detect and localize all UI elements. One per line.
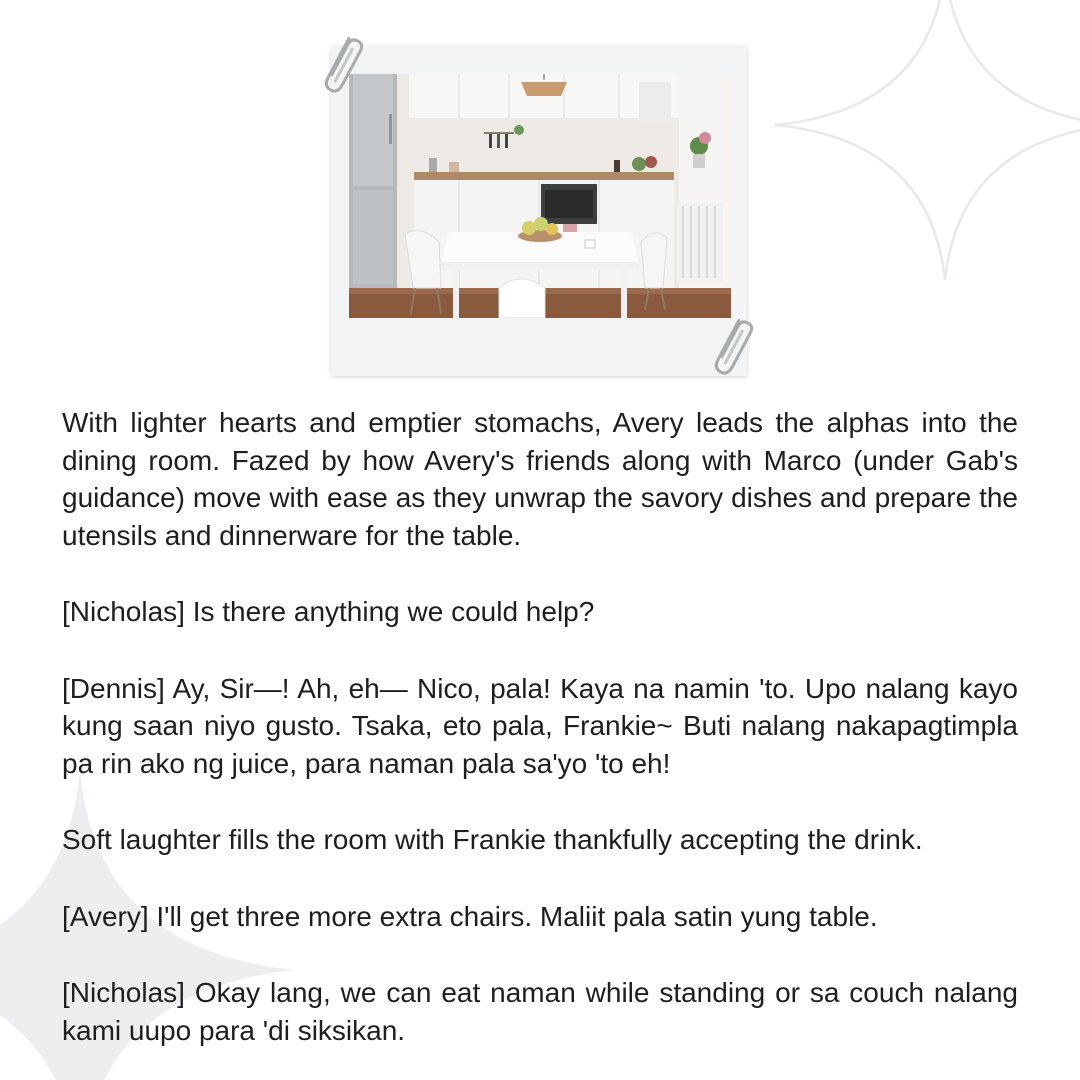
dialogue-nicholas: [Nicholas] Is there anything we could help?: [62, 596, 595, 627]
kitchen-photo: [349, 74, 731, 318]
paperclip-icon: [708, 312, 754, 384]
sparkle-outline-icon: [770, 0, 1080, 290]
narration-paragraph: Soft laughter fills the room with Frankie thankfully accepting the drink.: [62, 824, 923, 855]
paperclip-icon: [318, 30, 364, 102]
narration-paragraph: With lighter hearts and emptier stomachs, Avery leads the alphas into the dining room. Fazed by how Avery's friends along with Marco (under Gab's guidance) move with ease as they unwrap the savory dishes and prepare the utensils and dinnerware for the table.: [62, 407, 1018, 551]
photo-frame: [331, 46, 747, 376]
story-text: [62, 404, 1018, 1049]
dialogue-avery: [Avery] I'll get three more extra chairs. Maliit pala satin yung table.: [62, 900, 878, 932]
dialogue-nicholas: [Nicholas] Okay lang, we can eat naman while standing or sa couch nalang kami uupo para 'di siksikan.: [62, 977, 1018, 1046]
dialogue-dennis: [Dennis] Ay, Sir—! Ah, eh— Nico, pala! Kaya na namin 'to. Upo nalang kayo kung saan niyo gusto. Tsaka, eto pala, Frankie~ Buti nalang nakapagtimpla pa rin ako ng juice, para naman pala sa'yo 'to eh!: [62, 672, 1018, 779]
